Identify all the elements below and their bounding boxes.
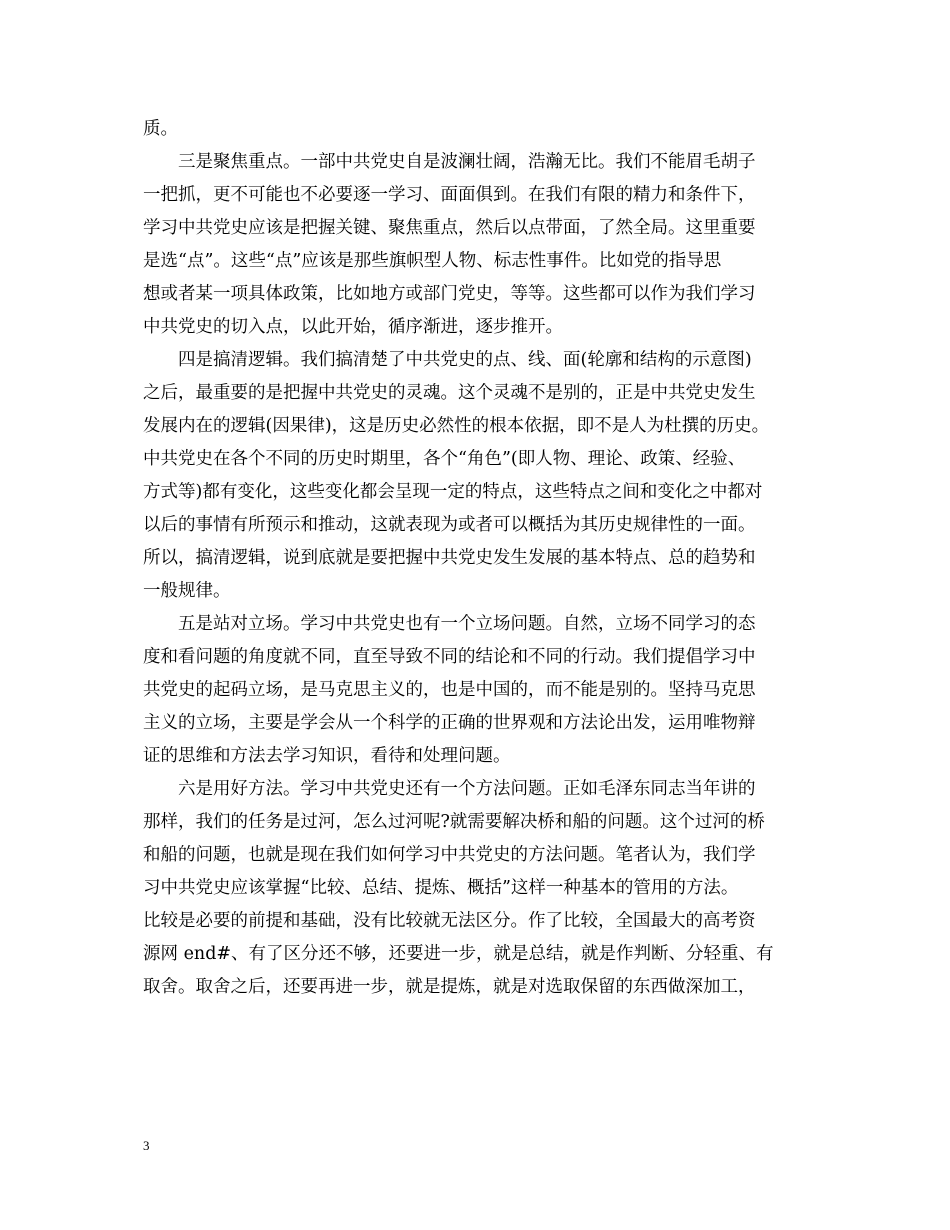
text-line: 学习中共党史应该是把握关键、聚焦重点，然后以点带面，了然全局。这里重要 — [143, 218, 756, 238]
text-line: 取舍。取舍之后，还要再进一步，就是提炼，就是对选取保留的东西做深加工， — [143, 977, 756, 997]
text-line: 比较是必要的前提和基础，没有比较就无法区分。作了比较，全国最大的高考资 — [143, 911, 756, 931]
text-line: 那样，我们的任务是过河，怎么过河呢?就需要解决桥和船的问题。这个过河的桥 — [143, 812, 765, 832]
text-line: 一把抓，更不可能也不必要逐一学习、面面俱到。在我们有限的精力和条件下， — [143, 185, 756, 205]
text-line: 方式等)都有变化，这些变化都会呈现一定的特点，这些特点之间和变化之中都对 — [143, 482, 763, 502]
text-line: 中共党史的切入点，以此开始，循序渐进，逐步推开。 — [143, 317, 563, 337]
text-line: 主义的立场，主要是学会从一个科学的正确的世界观和方法论出发，运用唯物辩 — [143, 713, 756, 733]
text-line: 中共党史在各个不同的历史时期里，各个“角色”(即人物、理论、政策、经验、 — [143, 449, 746, 469]
text-line: 四是搞清逻辑。我们搞清楚了中共党史的点、线、面(轮廓和结构的示意图) — [143, 350, 752, 370]
text-line: 源网 end#、有了区分还不够，还要进一步，就是总结，就是作判断、分轻重、有 — [143, 944, 774, 964]
text-line: 证的思维和方法去学习知识，看待和处理问题。 — [143, 746, 511, 766]
page-number: 3 — [143, 1138, 150, 1153]
text-line: 和船的问题，也就是现在我们如何学习中共党史的方法问题。笔者认为，我们学 — [143, 845, 756, 865]
text-line: 发展内在的逻辑(因果律)，这是历史必然性的根本依据，即不是人为杜撰的历史。 — [143, 416, 770, 436]
text-line: 想或者某一项具体政策，比如地方或部门党史，等等。这些都可以作为我们学习 — [143, 284, 756, 304]
text-line: 质。 — [143, 119, 178, 139]
text-line: 以后的事情有所预示和推动，这就表现为或者可以概括为其历史规律性的一面。 — [143, 515, 756, 535]
text-line: 是选“点”。这些“点”应该是那些旗帜型人物、标志性事件。比如党的指导思 — [143, 251, 722, 271]
text-line: 六是用好方法。学习中共党史还有一个方法问题。正如毛泽东同志当年讲的 — [143, 779, 756, 799]
text-line: 度和看问题的角度就不同，直至导致不同的结论和不同的行动。我们提倡学习中 — [143, 647, 756, 667]
text-line: 习中共党史应该掌握“比较、总结、提炼、概括”这样一种基本的管用的方法。 — [143, 878, 739, 898]
text-line: 共党史的起码立场，是马克思主义的，也是中国的，而不能是别的。坚持马克思 — [143, 680, 756, 700]
text-line: 三是聚焦重点。一部中共党史自是波澜壮阔，浩瀚无比。我们不能眉毛胡子 — [143, 152, 756, 172]
text-line: 所以，搞清逻辑，说到底就是要把握中共党史发生发展的基本特点、总的趋势和 — [143, 548, 756, 568]
text-line: 五是站对立场。学习中共党史也有一个立场问题。自然，立场不同学习的态 — [143, 614, 756, 634]
text-line: 一般规律。 — [143, 581, 231, 601]
text-line: 之后，最重要的是把握中共党史的灵魂。这个灵魂不是别的，正是中共党史发生 — [143, 383, 756, 403]
